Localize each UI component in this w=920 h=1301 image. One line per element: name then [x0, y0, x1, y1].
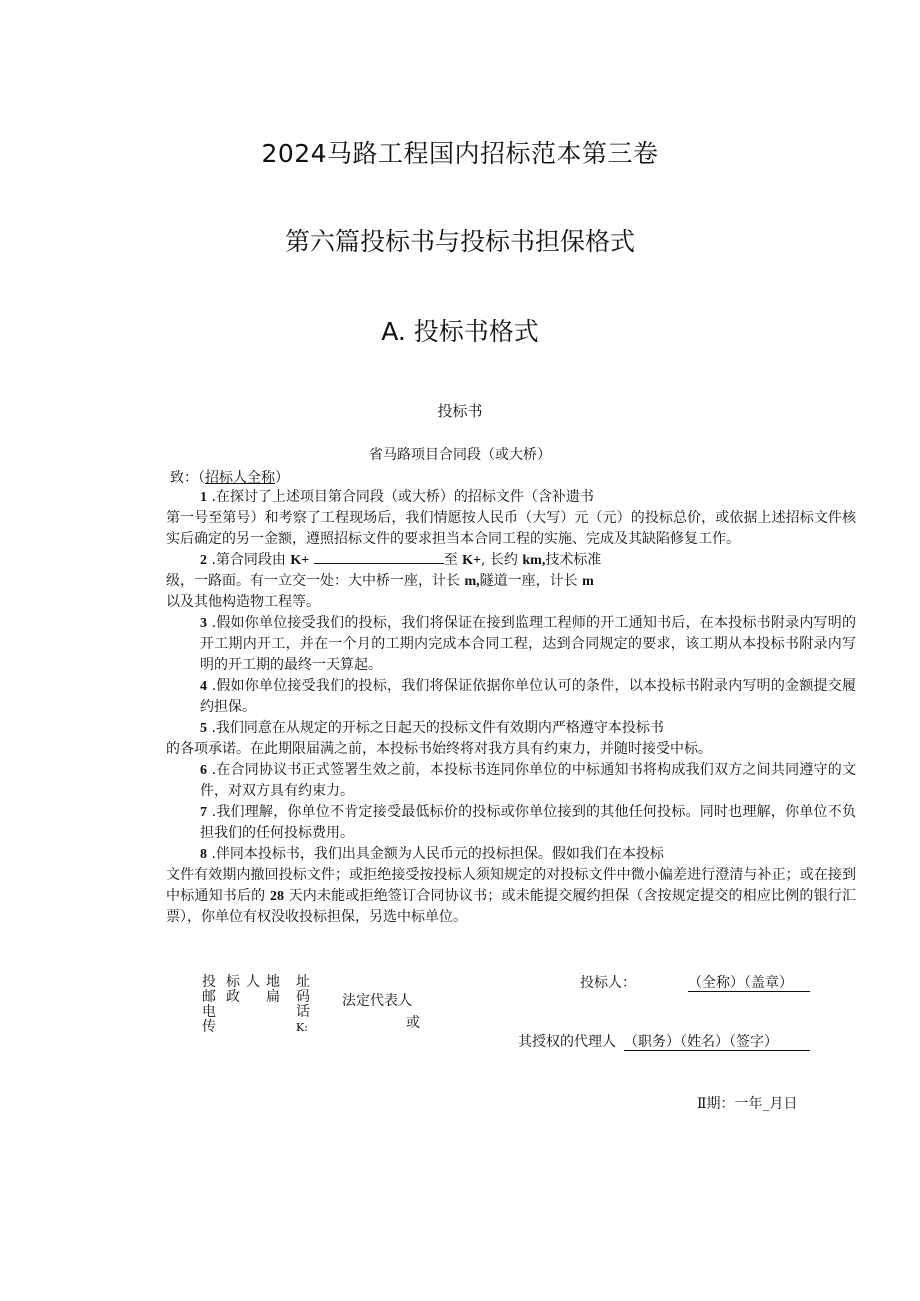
contact-labels-col-3: 人 [246, 974, 260, 990]
clause-2-line-3: 以及其他构造物工程等。 [166, 594, 320, 610]
contact-labels-col-2: 标政 [226, 974, 240, 1005]
contact-labels-col-4: 地扁 [266, 974, 280, 1005]
clause-6: 6 .在合同协议书正式签署生效之前，本投标书连同你单位的中标通知书将构成我们双方之间共同遵守的文件，对双方具有约束力。 [200, 762, 856, 799]
section-heading: A. 投标书格式 [381, 317, 539, 346]
agent-signature-field: （职务）（姓名）（签字） [624, 1034, 810, 1051]
clause-4: 4 .假如你单位接受我们的投标，我们将保证依据你单位认可的条件，以本投标书附录内写明的金额提交履约担保。 [200, 678, 856, 715]
clause-7: 7 .我们理解，你单位不肯定接受最低标价的投标或你单位接到的其他任何投标。同时也理解，你单位不负担我们的任何投标费用。 [200, 804, 856, 841]
date-line: Ⅱ期：一年_月日 [697, 1096, 798, 1112]
bid-clauses [166, 487, 856, 928]
clause-1: 1 .在探讨了上述项目第合同段（或大桥）的招标文件（含补遗书 [200, 489, 594, 505]
project-line: 省马路项目合同段（或大桥） [369, 447, 551, 463]
contact-labels-col-5: 址码话K: [296, 974, 310, 1034]
addressee-line: 致：（招标人全称） [170, 470, 289, 486]
clause-2-line-2: 级，一路面。有一立交一处：大中桥一座，计长 m,隧道一座，计长 m [166, 573, 594, 589]
bidder-signature-field: （全称）（盖章） [688, 975, 810, 992]
clause-8-continued: 文件有效期内撤回投标文件；或拒绝接受按投标人须知规定的对投标文件中微小偏差进行澄清与补正；或在接到中标通知书后的 28 天内未能或拒绝签订合同协议书；或未能提交履约担保（含按规定提交的相应比例的银行汇票），你单位有权没收投标担保，另选中标单位。 [166, 867, 856, 925]
clause-8: 8 .伴同本投标书，我们出具金额为人民币元的投标担保。假如我们在本投标 [200, 846, 664, 862]
document-subtitle: 第六篇投标书与投标书担保格式 [284, 227, 635, 256]
agent-label: 其授权的代理人 [518, 1034, 616, 1050]
addressee-name: 招标人全称 [205, 470, 275, 486]
bidder-label: 投标人： [580, 975, 636, 991]
document-title: 2024马路工程国内招标范本第三卷 [261, 139, 659, 168]
clause-3: 3 .假如你单位接受我们的投标，我们将保证在接到监理工程师的开工通知书后，在本投标书附录内写明的开工期内开工，并在一个月的工期内完成本合同工程，达到合同规定的要求，该工期从本投标书附录内写明的开工期的最终一天算起。 [200, 615, 856, 673]
clause-5: 5 .我们同意在从规定的开标之日起天的投标文件有效期内严格遵守本投标书 [200, 720, 664, 736]
clause-2: 2 .第合同段由 K+ 至 K+, 长约 km,技术标准 [200, 552, 602, 568]
clause-1-continued: 第一号至第号）和考察了工程现场后，我们情愿按人民币（大写）元（元）的投标总价，或依据上述招标文件核实后确定的另一金额，遵照招标文件的要求担当本合同工程的实施、完成及其缺陷修复工作。 [166, 510, 856, 547]
contact-labels-col-1: 投邮电传 [202, 974, 216, 1035]
form-title: 投标书 [437, 402, 483, 420]
legal-rep-label: 法定代表人 [342, 993, 412, 1009]
clause-5-continued: 的各项承诺。在此期限届满之前，本投标书始终将对我方具有约束力，并随时接受中标。 [166, 741, 712, 757]
or-label: 或 [406, 1015, 420, 1031]
blank-line [314, 551, 444, 564]
